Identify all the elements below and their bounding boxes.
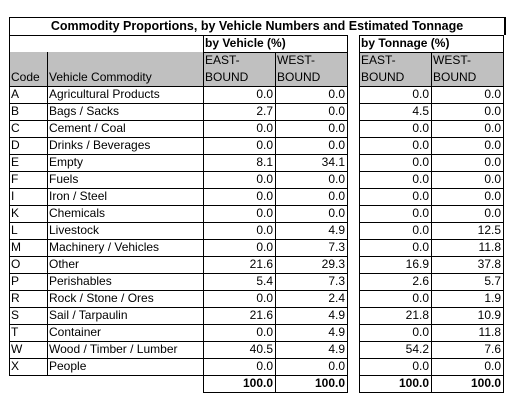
header-vehicle-westbound-line1: WEST- (277, 53, 315, 67)
cell-vehicle-westbound: 34.1 (321, 155, 345, 169)
header-tonnage-eastbound-line1: EAST- (361, 53, 396, 67)
header-vehicle-eastbound-line1: EAST- (205, 53, 240, 67)
grid-line (431, 52, 432, 393)
cell-commodity: Drinks / Beverages (49, 138, 151, 152)
cell-tonnage-eastbound: 0.0 (412, 359, 429, 373)
total-tonnage-eastbound: 100.0 (398, 376, 429, 390)
cell-tonnage-westbound: 0.0 (484, 87, 501, 101)
cell-commodity: Iron / Steel (49, 189, 108, 203)
header-tonnage-westbound-line1: WEST- (433, 53, 471, 67)
cell-code: M (11, 240, 21, 254)
cell-tonnage-eastbound: 0.0 (412, 189, 429, 203)
cell-tonnage-eastbound: 0.0 (412, 155, 429, 169)
cell-vehicle-eastbound: 0.0 (256, 240, 273, 254)
cell-tonnage-eastbound: 4.5 (412, 104, 429, 118)
cell-vehicle-eastbound: 0.0 (256, 206, 273, 220)
group-header-vehicle: by Vehicle (%) (205, 36, 286, 50)
cell-vehicle-eastbound: 0.0 (256, 138, 273, 152)
cell-tonnage-westbound: 0.0 (484, 155, 501, 169)
cell-tonnage-westbound: 0.0 (484, 138, 501, 152)
cell-vehicle-westbound: 4.9 (328, 308, 345, 322)
cell-tonnage-westbound: 0.0 (484, 206, 501, 220)
grid-line (9, 205, 348, 206)
cell-code: W (11, 342, 23, 356)
cell-vehicle-westbound: 0.0 (328, 206, 345, 220)
grid-line (9, 358, 348, 359)
cell-commodity: Other (49, 257, 80, 271)
cell-tonnage-westbound: 10.9 (477, 308, 501, 322)
cell-code: D (11, 138, 20, 152)
group-header-tonnage: by Tonnage (%) (361, 36, 450, 50)
grid-line (47, 52, 48, 376)
cell-vehicle-westbound: 7.3 (328, 240, 345, 254)
cell-tonnage-westbound: 0.0 (484, 359, 501, 373)
total-vehicle-eastbound: 100.0 (242, 376, 273, 390)
cell-tonnage-westbound: 11.8 (478, 325, 501, 339)
total-vehicle-westbound: 100.0 (314, 376, 345, 390)
cell-vehicle-eastbound: 40.5 (249, 342, 273, 356)
grid-line (9, 188, 348, 189)
cell-code: L (11, 223, 18, 237)
cell-tonnage-eastbound: 0.0 (412, 87, 429, 101)
cell-vehicle-eastbound: 5.4 (256, 274, 273, 288)
grid-line (203, 35, 204, 393)
cell-code: F (11, 172, 19, 186)
cell-vehicle-eastbound: 0.0 (256, 189, 273, 203)
cell-code: P (11, 274, 20, 288)
cell-commodity: People (49, 359, 87, 373)
grid-line (9, 103, 348, 104)
cell-vehicle-westbound: 0.0 (328, 138, 345, 152)
cell-tonnage-eastbound: 54.2 (405, 342, 429, 356)
cell-code: C (11, 121, 20, 135)
cell-commodity: Fuels (49, 172, 79, 186)
grid-line (9, 86, 348, 87)
cell-tonnage-westbound: 5.7 (484, 274, 501, 288)
cell-tonnage-eastbound: 0.0 (412, 206, 429, 220)
cell-tonnage-eastbound: 0.0 (412, 240, 429, 254)
cell-vehicle-westbound: 29.3 (321, 257, 345, 271)
grid-line (359, 35, 360, 393)
cell-vehicle-eastbound: 2.7 (256, 104, 273, 118)
cell-vehicle-eastbound: 21.6 (249, 308, 273, 322)
header-vehicle-eastbound-line2: BOUND (205, 70, 249, 84)
cell-vehicle-eastbound: 0.0 (256, 87, 273, 101)
cell-tonnage-westbound: 11.8 (478, 240, 501, 254)
cell-code: E (11, 155, 20, 169)
grid-line (9, 35, 10, 376)
cell-commodity: Wood / Timber / Lumber (49, 342, 178, 356)
cell-vehicle-westbound: 0.0 (328, 189, 345, 203)
cell-vehicle-eastbound: 0.0 (256, 291, 273, 305)
cell-code: K (11, 206, 20, 220)
cell-vehicle-eastbound: 0.0 (256, 325, 273, 339)
grid-line (9, 222, 348, 223)
cell-tonnage-westbound: 1.9 (484, 291, 501, 305)
cell-code: B (11, 104, 20, 118)
cell-vehicle-westbound: 0.0 (328, 359, 345, 373)
cell-code: R (11, 291, 20, 305)
cell-tonnage-westbound: 0.0 (484, 104, 501, 118)
cell-tonnage-westbound: 12.5 (477, 223, 501, 237)
grid-line (9, 120, 348, 121)
grid-line (9, 171, 348, 172)
grid-line (9, 273, 348, 274)
cell-vehicle-westbound: 0.0 (328, 104, 345, 118)
grid-line (9, 375, 348, 376)
grid-line (9, 154, 348, 155)
grid-line (9, 341, 348, 342)
grid-line (359, 35, 504, 36)
cell-vehicle-eastbound: 21.6 (249, 257, 273, 271)
cell-commodity: Perishables (49, 274, 112, 288)
grid-line (9, 239, 348, 240)
cell-tonnage-eastbound: 0.0 (412, 325, 429, 339)
cell-code: A (11, 87, 20, 101)
cell-tonnage-eastbound: 21.8 (405, 308, 429, 322)
cell-code: I (11, 189, 15, 203)
grid-line (9, 307, 348, 308)
cell-tonnage-westbound: 0.0 (484, 189, 501, 203)
cell-vehicle-eastbound: 0.0 (256, 223, 273, 237)
cell-tonnage-eastbound: 0.0 (412, 291, 429, 305)
cell-tonnage-eastbound: 2.6 (412, 274, 429, 288)
cell-tonnage-westbound: 0.0 (484, 172, 501, 186)
cell-vehicle-eastbound: 0.0 (256, 121, 273, 135)
header-code: Code (11, 70, 40, 84)
cell-code: O (11, 257, 21, 271)
cell-vehicle-westbound: 0.0 (328, 121, 345, 135)
cell-commodity: Livestock (49, 223, 100, 237)
cell-vehicle-westbound: 2.4 (328, 291, 345, 305)
cell-commodity: Machinery / Vehicles (49, 240, 160, 254)
grid-line (503, 35, 504, 393)
table-title: Commodity Proportions, by Vehicle Numbers and Estimated Tonnage (9, 17, 505, 35)
grid-line (9, 290, 348, 291)
cell-tonnage-westbound: 7.6 (484, 342, 501, 356)
cell-commodity: Sail / Tarpaulin (49, 308, 128, 322)
cell-code: X (11, 359, 20, 373)
grid-line (9, 256, 348, 257)
cell-commodity: Agricultural Products (49, 87, 160, 101)
cell-vehicle-eastbound: 0.0 (256, 172, 273, 186)
header-commodity: Vehicle Commodity (49, 70, 152, 84)
header-vehicle-westbound-line2: BOUND (277, 70, 321, 84)
cell-vehicle-westbound: 4.9 (328, 342, 345, 356)
cell-vehicle-westbound: 4.9 (328, 223, 345, 237)
cell-commodity: Container (49, 325, 102, 339)
cell-vehicle-westbound: 0.0 (328, 172, 345, 186)
grid-line (9, 35, 348, 36)
cell-vehicle-eastbound: 0.0 (256, 359, 273, 373)
total-tonnage-westbound: 100.0 (470, 376, 501, 390)
grid-line (9, 324, 348, 325)
cell-commodity: Cement / Coal (49, 121, 126, 135)
header-tonnage-westbound-line2: BOUND (433, 70, 477, 84)
grid-line (9, 137, 348, 138)
cell-vehicle-westbound: 0.0 (328, 87, 345, 101)
cell-commodity: Rock / Stone / Ores (49, 291, 154, 305)
grid-line (347, 35, 348, 393)
cell-tonnage-eastbound: 0.0 (412, 223, 429, 237)
cell-commodity: Bags / Sacks (49, 104, 120, 118)
cell-commodity: Chemicals (49, 206, 106, 220)
cell-tonnage-eastbound: 16.9 (405, 257, 429, 271)
grid-line (275, 52, 276, 393)
cell-tonnage-westbound: 0.0 (484, 121, 501, 135)
cell-vehicle-eastbound: 8.1 (256, 155, 273, 169)
cell-tonnage-westbound: 37.8 (477, 257, 501, 271)
cell-tonnage-eastbound: 0.0 (412, 138, 429, 152)
grid-line (505, 17, 506, 35)
cell-commodity: Empty (49, 155, 84, 169)
cell-code: S (11, 308, 20, 322)
cell-vehicle-westbound: 4.9 (328, 325, 345, 339)
cell-tonnage-eastbound: 0.0 (412, 121, 429, 135)
cell-vehicle-westbound: 7.3 (328, 274, 345, 288)
cell-code: T (11, 325, 19, 339)
cell-tonnage-eastbound: 0.0 (412, 172, 429, 186)
header-tonnage-eastbound-line2: BOUND (361, 70, 405, 84)
